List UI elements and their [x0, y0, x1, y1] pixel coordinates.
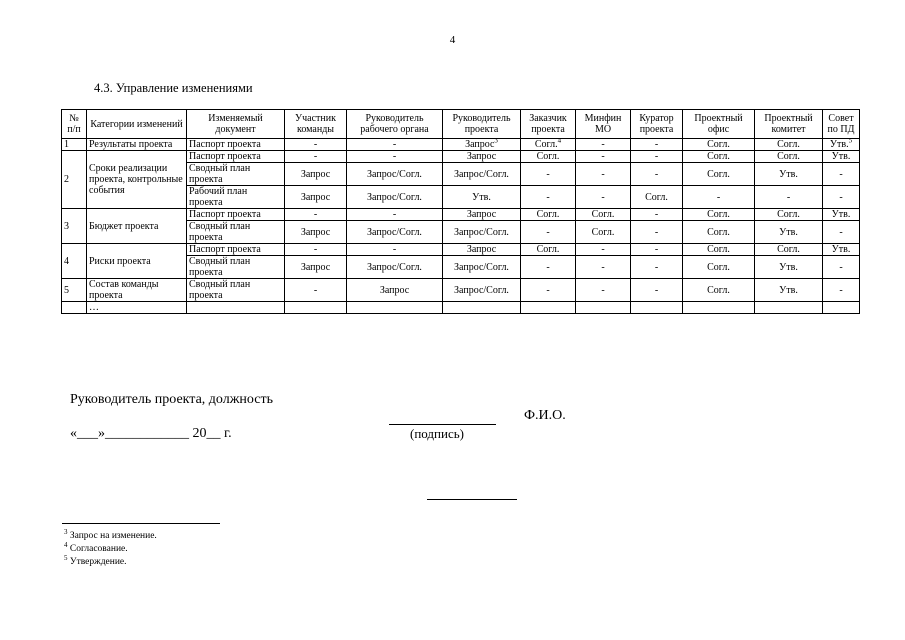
role-cell: -: [285, 279, 347, 302]
role-cell: -: [576, 279, 631, 302]
role-cell: -: [576, 186, 631, 209]
fio-label: Ф.И.О.: [524, 408, 566, 423]
change-category: Риски проекта: [87, 244, 187, 279]
role-cell: -: [631, 279, 683, 302]
role-cell: Запрос/Согл.: [347, 221, 443, 244]
column-header: Изменяемый документ: [187, 110, 285, 139]
role-cell: -: [631, 244, 683, 256]
table-row: [62, 139, 860, 151]
row-number: 2: [62, 151, 87, 209]
role-cell: Согл.: [683, 151, 755, 163]
role-cell: Запрос: [443, 209, 521, 221]
document-cell: Рабочий план проекта: [187, 186, 285, 209]
role-cell: Согл.: [683, 139, 755, 151]
document-cell: Сводный план проекта: [187, 256, 285, 279]
empty-cell: [62, 302, 87, 314]
role-cell: Запрос/Согл.: [347, 186, 443, 209]
document-cell: Сводный план проекта: [187, 163, 285, 186]
change-category: Сроки реализации проекта, контрольные события: [87, 151, 187, 209]
role-cell: -: [347, 151, 443, 163]
role-cell: Согл.: [755, 139, 823, 151]
role-cell: -: [631, 151, 683, 163]
role-cell: Запрос: [443, 244, 521, 256]
role-cell: Запрос: [443, 151, 521, 163]
row-number: 1: [62, 139, 87, 151]
role-cell: -: [755, 186, 823, 209]
table-row: [62, 279, 860, 302]
role-cell: Запрос: [285, 221, 347, 244]
role-cell: Утв.: [823, 151, 860, 163]
row-number: 5: [62, 279, 87, 302]
role-cell: -: [347, 139, 443, 151]
footnote: $^4$ Согласование.: [64, 540, 128, 554]
empty-cell: [347, 302, 443, 314]
column-header: Заказчик проекта: [521, 110, 576, 139]
document-cell: Паспорт проекта: [187, 151, 285, 163]
empty-cell: [443, 302, 521, 314]
role-cell: Запрос/Согл.: [443, 279, 521, 302]
empty-cell: [285, 302, 347, 314]
role-cell: Согл.: [683, 244, 755, 256]
role-cell: -: [576, 139, 631, 151]
role-cell: Запрос: [285, 256, 347, 279]
document-cell: Паспорт проекта: [187, 209, 285, 221]
role-cell: Запрос: [285, 163, 347, 186]
role-cell: -: [521, 256, 576, 279]
role-cell: Согл.: [755, 244, 823, 256]
role-cell: -: [823, 186, 860, 209]
column-header: Минфин МО: [576, 110, 631, 139]
role-cell: Утв.: [823, 244, 860, 256]
role-cell: -: [576, 256, 631, 279]
role-cell: Утв.: [755, 256, 823, 279]
document-cell: Паспорт проекта: [187, 139, 285, 151]
role-cell: -: [631, 139, 683, 151]
table-row: [62, 151, 860, 163]
role-cell: -: [823, 163, 860, 186]
role-cell: Согл.: [683, 256, 755, 279]
role-cell: Утв.: [443, 186, 521, 209]
role-cell: -: [521, 221, 576, 244]
signature-caption: (подпись): [410, 426, 464, 441]
role-cell: Согл.: [521, 151, 576, 163]
document-cell: Сводный план проекта: [187, 221, 285, 244]
role-cell: Запрос$^3$: [443, 139, 521, 151]
role-cell: -: [285, 139, 347, 151]
table-row: [62, 209, 860, 221]
role-cell: Запрос: [285, 186, 347, 209]
role-cell: -: [285, 209, 347, 221]
footnote-mark: 5: [848, 138, 853, 145]
column-header: Участник команды: [285, 110, 347, 139]
empty-cell: [631, 302, 683, 314]
role-cell: -: [631, 163, 683, 186]
role-cell: -: [823, 256, 860, 279]
change-management-table: [61, 109, 860, 314]
footnote: $^5$ Утверждение.: [64, 553, 127, 567]
role-cell: -: [576, 163, 631, 186]
blank-line: [427, 499, 517, 500]
column-header: № п/п: [62, 110, 87, 139]
role-cell: Согл.: [521, 244, 576, 256]
role-cell: Утв.: [755, 279, 823, 302]
role-cell: Утв.: [755, 163, 823, 186]
role-cell: -: [823, 279, 860, 302]
change-category: Результаты проекта: [87, 139, 187, 151]
role-cell: -: [285, 151, 347, 163]
role-cell: Согл.: [576, 221, 631, 244]
row-number: 4: [62, 244, 87, 279]
role-cell: Согл.: [576, 209, 631, 221]
change-category: Состав команды проекта: [87, 279, 187, 302]
ellipsis-cell: …: [87, 302, 187, 314]
role-cell: Утв.: [755, 221, 823, 244]
role-cell: Запрос: [347, 279, 443, 302]
role-cell: Согл.: [755, 209, 823, 221]
role-cell: -: [521, 163, 576, 186]
column-header: Категории изменений: [87, 110, 187, 139]
role-cell: -: [347, 209, 443, 221]
footnote: $^3$ Запрос на изменение.: [64, 527, 157, 541]
role-cell: -: [631, 209, 683, 221]
role-cell: -: [521, 279, 576, 302]
empty-cell: [755, 302, 823, 314]
empty-cell: [576, 302, 631, 314]
column-header: Совет по ПД: [823, 110, 860, 139]
section-title: 4.3. Управление изменениями: [94, 81, 253, 95]
column-header: Руководитель проекта: [443, 110, 521, 139]
empty-cell: [521, 302, 576, 314]
role-cell: Согл.: [683, 221, 755, 244]
page-number: 4: [449, 34, 456, 46]
empty-cell: [187, 302, 285, 314]
date-field: «___»____________ 20__ г.: [70, 426, 232, 441]
row-number: 3: [62, 209, 87, 244]
table-row-ellipsis: [62, 302, 860, 314]
role-cell: Запрос/Согл.: [347, 163, 443, 186]
role-cell: Согл.: [631, 186, 683, 209]
role-cell: Согл.: [683, 279, 755, 302]
role-cell: Запрос/Согл.: [443, 221, 521, 244]
footnote-rule: [62, 523, 220, 524]
role-cell: -: [576, 244, 631, 256]
signature-line: [389, 424, 496, 425]
role-cell: -: [285, 244, 347, 256]
role-cell: -: [347, 244, 443, 256]
role-cell: Согл.$^4$: [521, 139, 576, 151]
role-cell: -: [521, 186, 576, 209]
role-cell: -: [576, 151, 631, 163]
role-cell: Запрос/Согл.: [347, 256, 443, 279]
role-cell: Запрос/Согл.: [443, 163, 521, 186]
column-header: Проектный комитет: [755, 110, 823, 139]
footnotes: [64, 527, 157, 569]
role-cell: -: [631, 221, 683, 244]
column-header: Куратор проекта: [631, 110, 683, 139]
role-cell: -: [823, 221, 860, 244]
change-category: Бюджет проекта: [87, 209, 187, 244]
document-cell: Паспорт проекта: [187, 244, 285, 256]
role-cell: Утв.: [823, 209, 860, 221]
empty-cell: [823, 302, 860, 314]
role-cell: Согл.: [683, 209, 755, 221]
footnote-mark: 4: [557, 138, 562, 145]
empty-cell: [683, 302, 755, 314]
table-header-row: [62, 110, 860, 139]
document-cell: Сводный план проекта: [187, 279, 285, 302]
role-cell: Согл.: [755, 151, 823, 163]
signature-title: Руководитель проекта, должность: [70, 392, 273, 407]
column-header: Руководитель рабочего органа: [347, 110, 443, 139]
role-cell: -: [683, 186, 755, 209]
table-row: [62, 244, 860, 256]
role-cell: Утв.$^5$: [823, 139, 860, 151]
column-header: Проектный офис: [683, 110, 755, 139]
role-cell: Согл.: [521, 209, 576, 221]
role-cell: Согл.: [683, 163, 755, 186]
footnote-mark: 3: [494, 138, 498, 145]
role-cell: Запрос/Согл.: [443, 256, 521, 279]
role-cell: -: [631, 256, 683, 279]
